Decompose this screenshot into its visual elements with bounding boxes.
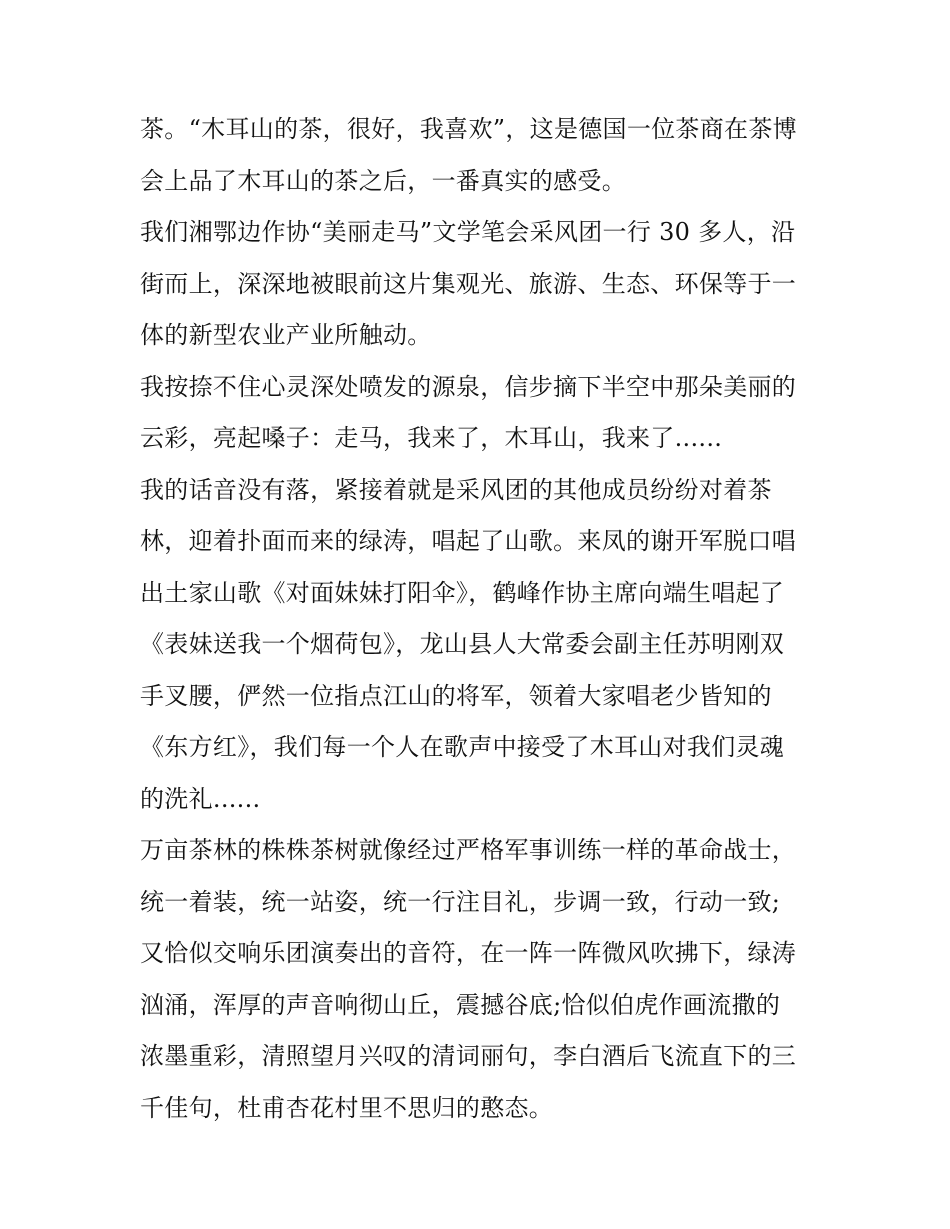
text-line: 手叉腰，俨然一位指点江山的将军，领着大家唱老少皆知的 — [140, 681, 772, 710]
text-line: 出土家山歌《对面妹妹打阳伞》，鹤峰作协主席向端生唱起了 — [140, 578, 785, 607]
text-line: 我的话音没有落，紧接着就是采风团的其他成员纷纷对着茶 — [140, 475, 772, 504]
text-line: 会上品了木耳山的茶之后，一番真实的感受。 — [140, 166, 626, 195]
text-line: 统一着装，统一站姿，统一行注目礼，步调一致，行动一致; — [140, 887, 781, 916]
text-line: 茶。“木耳山的茶，很好，我喜欢”，这是德国一位茶商在茶博 — [140, 115, 797, 143]
text-line: 万亩茶林的株株茶树就像经过严格军事训练一样的革命战士， — [140, 836, 797, 864]
text-line: 林，迎着扑面而来的绿涛，唱起了山歌。来凤的谢开军脱口唱 — [140, 527, 797, 555]
text-line: 街而上，深深地被眼前这片集观光、旅游、生态、环保等于一 — [140, 269, 797, 298]
text-line: 浓墨重彩，清照望月兴叹的清词丽句，李白酒后飞流直下的三 — [140, 1042, 797, 1070]
body-text — [140, 104, 820, 1134]
text-line: 体的新型农业产业所触动。 — [140, 321, 432, 349]
text-line: 《东方红》，我们每一个人在歌声中接受了木耳山对我们灵魂 — [140, 733, 785, 761]
text-line: 汹涌，浑厚的声音响彻山丘，震撼谷底;恰似伯虎作画流撒的 — [140, 990, 781, 1019]
text-line: 我们湘鄂边作协“美丽走马”文学笔会采风团一行 30 多人，沿 — [140, 218, 796, 246]
text-line: 的洗礼...... — [140, 784, 261, 813]
text-line: 又恰似交响乐团演奏出的音符，在一阵一阵微风吹拂下，绿涛 — [140, 939, 797, 967]
text-line: 千佳句，杜甫杏花村里不思归的憨态。 — [140, 1093, 554, 1122]
text-line: 《表妹送我一个烟荷包》，龙山县人大常委会副主任苏明刚双 — [140, 630, 785, 658]
text-line: 我按捺不住心灵深处喷发的源泉，信步摘下半空中那朵美丽的 — [140, 372, 797, 401]
text-line: 云彩，亮起嗓子：走马，我来了，木耳山，我来了...... — [140, 424, 723, 452]
